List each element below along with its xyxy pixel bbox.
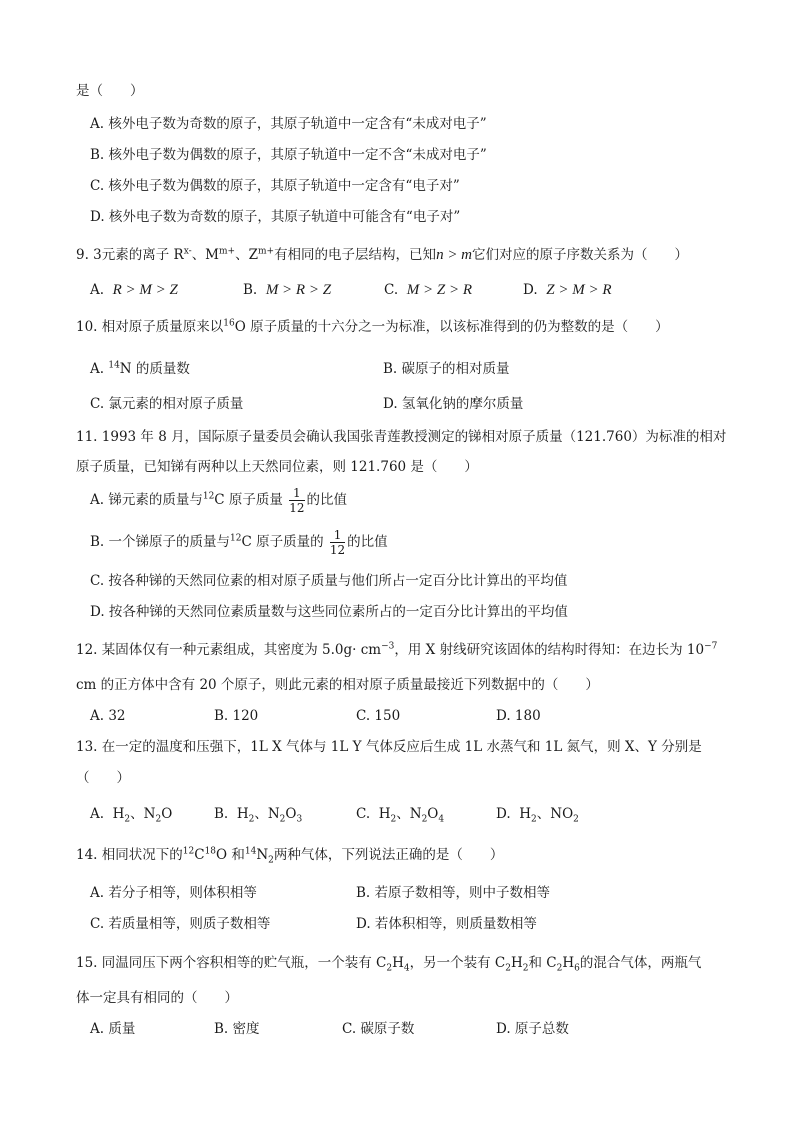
q11-option-a: A. 锑元素的质量与$^{12}$C 原子质量 $\frac{1}{12}$ 的比值	[90, 486, 347, 515]
fraction-one-twelfth: $\frac{1}{12}$	[329, 528, 346, 557]
q11-option-d: D. 按各种锑的天然同位素质量数与这些同位素所占的一定百分比计算出的平均值	[90, 604, 568, 620]
q11-stem-line2: 原子质量，已知锑有两种以上天然同位素，则 121.760 是（ ）	[76, 459, 478, 475]
q13-stem-line1: 13. 在一定的温度和压强下，1L X 气体与 1L Y 气体反应后生成 1L 水蒸气和 1L 氮气，则 X、Y 分别是	[76, 739, 702, 755]
q12-option-c: C. 150	[356, 708, 401, 724]
q12-stem-line2: cm 的正方体中含有 20 个原子，则此元素的相对原子质量最接近下列数据中的（ ）	[76, 677, 599, 693]
q8-option-a: A. 核外电子数为奇数的原子，其原子轨道中一定含有“未成对电子”	[90, 116, 487, 132]
q13-option-b: B. $H_2$、$N_2O_3$	[214, 806, 303, 825]
q8-option-b: B. 核外电子数为偶数的原子，其原子轨道中一定不含“未成对电子”	[90, 147, 487, 163]
q15-option-b: B. 密度	[214, 1021, 260, 1037]
q10-option-d: D. 氢氧化钠的摩尔质量	[383, 396, 524, 412]
q9-option-b: B. M > R > Z	[243, 282, 332, 298]
q15-stem-line2: 体一定具有相同的（ ）	[76, 990, 238, 1006]
q15-stem-line1: 15. 同温同压下两个容积相等的贮气瓶，一个装有 $C_2H_4$，另一个装有 $C_2H_2$和 $C_2H_6$的混合气体，两瓶气	[76, 955, 702, 974]
q12-option-b: B. 120	[214, 708, 259, 724]
q12-option-a: A. 32	[90, 708, 126, 724]
q15-option-d: D. 原子总数	[496, 1021, 569, 1037]
q9-option-a: A. R > M > Z	[90, 282, 178, 298]
q8-option-c: C. 核外电子数为偶数的原子，其原子轨道中一定含有“电子对”	[90, 178, 460, 194]
q8-option-d: D. 核外电子数为奇数的原子，其原子轨道中可能含有“电子对”	[90, 209, 461, 225]
q12-stem-line1: 12. 某固体仅有一种元素组成，其密度为 $5.0g\cdot cm^{-3}$，用 X 射线研究该固体的结构时得知：在边长为 $10^{-7}$	[76, 641, 718, 658]
q8-stem-tail: 是（ ）	[76, 83, 144, 99]
q10-option-c: C. 氯元素的相对原子质量	[90, 396, 244, 412]
q11-option-b: B. 一个锑原子的质量与$^{12}$C 原子质量的 $\frac{1}{12}$ 的比值	[90, 528, 388, 557]
q13-option-d: D. $H_2$、$NO_2$	[496, 806, 579, 825]
q15-option-a: A. 质量	[90, 1021, 136, 1037]
q14-option-a: A. 若分子相等，则体积相等	[90, 885, 257, 901]
q11-stem-line1: 11. 1993 年 8 月，国际原子量委员会确认我国张青莲教授测定的锑相对原子质量（121.760）为标准的相对	[76, 429, 727, 445]
q13-option-c: C. $H_2$、$N_2O_4$	[356, 806, 445, 825]
q9-stem: 9. 3元素的离子 $R^{x-}$、$M^{m+}$、$Z^{m+}$有相同的电子层结构，已知n > m它们对应的原子序数关系为（ ）	[76, 246, 689, 263]
q9-option-c: C. M > Z > R	[384, 282, 472, 298]
q14-option-b: B. 若原子数相等，则中子数相等	[356, 885, 551, 901]
q10-option-a: A. $^{14}$N 的质量数	[90, 360, 190, 377]
q13-option-a: A. $H_2$、$N_2O$	[90, 806, 173, 825]
fraction-one-twelfth: $\frac{1}{12}$	[289, 486, 305, 515]
q12-option-d: D. 180	[496, 708, 541, 724]
q14-option-c: C. 若质量相等，则质子数相等	[90, 916, 271, 932]
q10-option-b: B. 碳原子的相对质量	[383, 361, 510, 377]
q14-stem: 14. 相同状况下的$^{12}C^{18}O$ 和$^{14}N_2$两种气体，下列说法正确的是（ ）	[76, 846, 504, 866]
q15-option-c: C. 碳原子数	[342, 1021, 415, 1037]
q14-option-d: D. 若体积相等，则质量数相等	[356, 916, 537, 932]
q10-stem: 10. 相对原子质量原来以$^{16}$O 原子质量的十六分之一为标准，以该标准得到的仍为整数的是（ ）	[76, 318, 669, 335]
q9-option-d: D. Z > M > R	[523, 282, 612, 298]
q11-option-c: C. 按各种锑的天然同位素的相对原子质量与他们所占一定百分比计算出的平均值	[90, 573, 568, 589]
q13-stem-line2: （ ）	[76, 770, 130, 786]
